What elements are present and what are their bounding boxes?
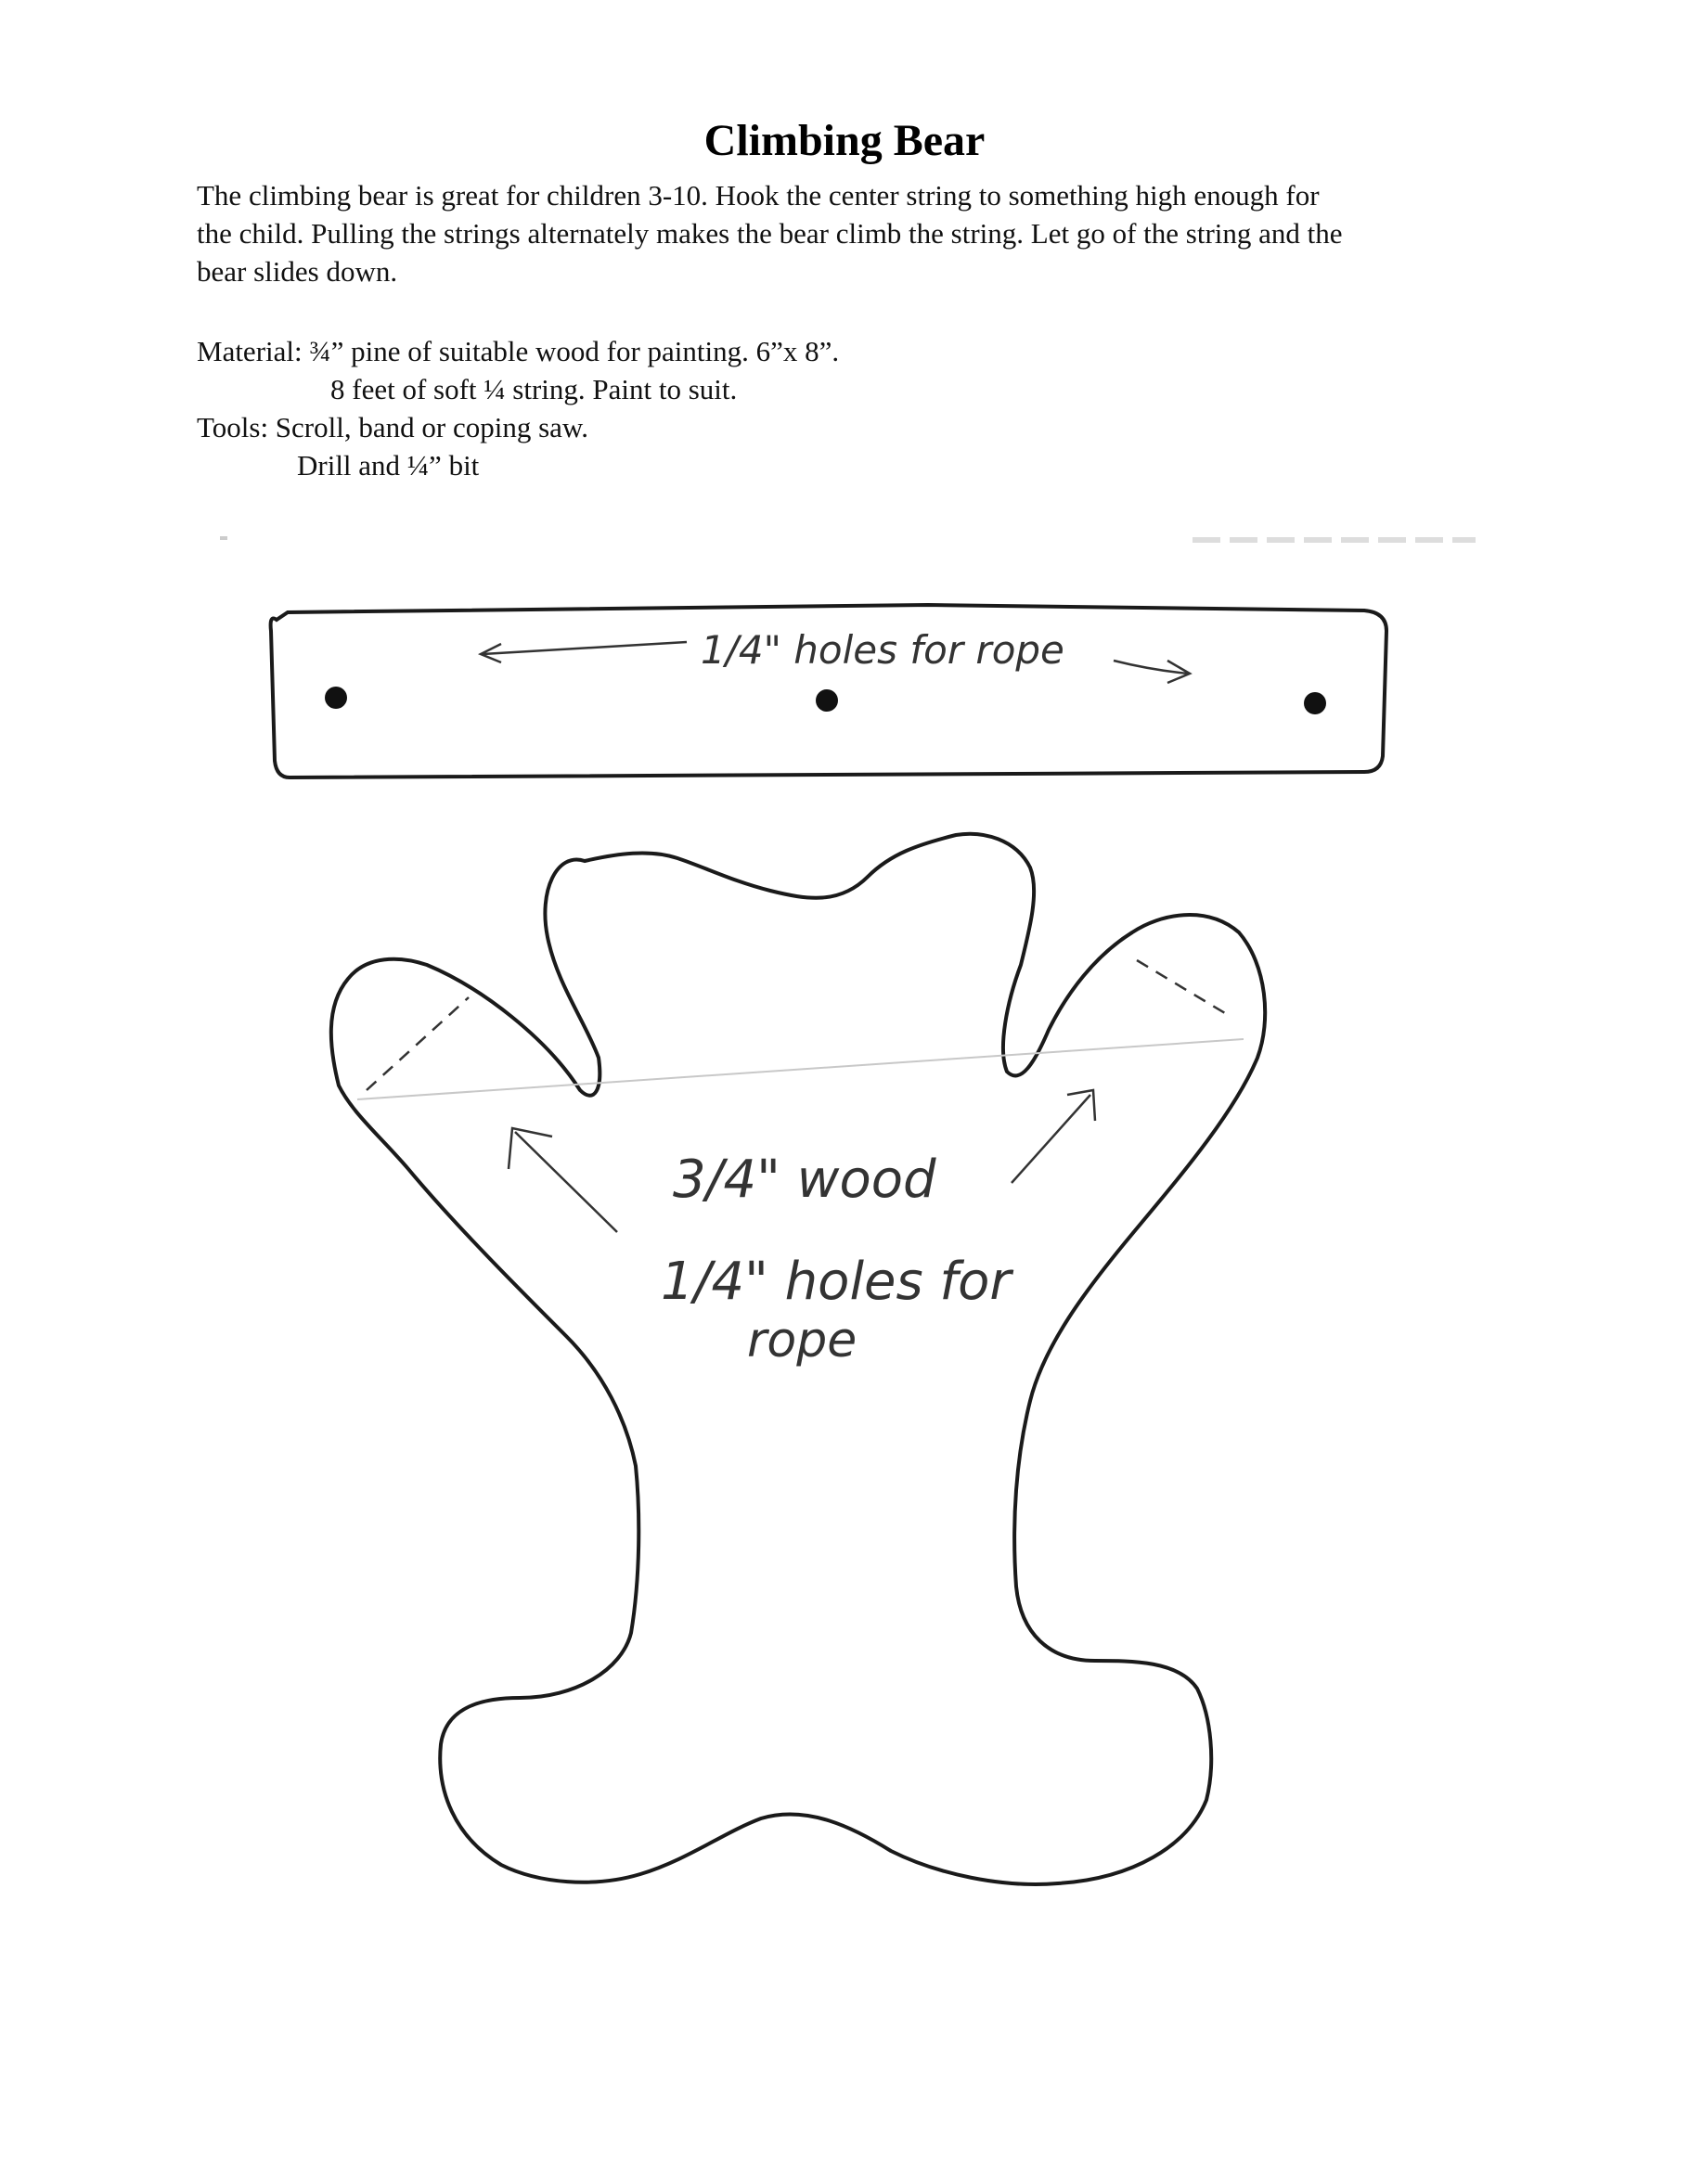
materials-line-2: 8 feet of soft ¼ string. Paint to suit.	[330, 373, 738, 405]
left-arm-dashed-line	[367, 997, 469, 1090]
bar-label: 1/4" holes for rope	[701, 627, 1064, 673]
body-label-line-3: rope	[747, 1313, 857, 1368]
rope-hole-right	[1304, 692, 1326, 714]
materials-line-1: Material: ¾” pine of suitable wood for painting. 6”x 8”.	[197, 335, 840, 367]
right-arm-arrow-line	[1012, 1095, 1090, 1183]
fold-crease	[357, 1039, 1244, 1099]
page-title: Climbing Bear	[703, 116, 986, 165]
body-label-line-2: 1/4" holes for	[661, 1252, 1012, 1312]
right-arm-dashed-line	[1137, 960, 1230, 1016]
rope-hole-center	[816, 689, 838, 712]
tools-line-1: Tools: Scroll, band or coping saw.	[197, 411, 589, 443]
intro-line: the child. Pulling the strings alternately makes the bear climb the string. Let go of the string and the	[197, 217, 1343, 250]
intro-line: The climbing bear is great for children 3-10. Hook the center string to something high enough for	[197, 179, 1320, 212]
arrow-left-line	[483, 642, 687, 654]
tools-line-2: Drill and ¼” bit	[297, 449, 480, 482]
rope-hole-left	[325, 687, 347, 709]
body-label-line-1: 3/4" wood	[673, 1150, 936, 1210]
left-arm-arrow-line	[515, 1132, 617, 1232]
intro-line: bear slides down.	[197, 255, 398, 288]
